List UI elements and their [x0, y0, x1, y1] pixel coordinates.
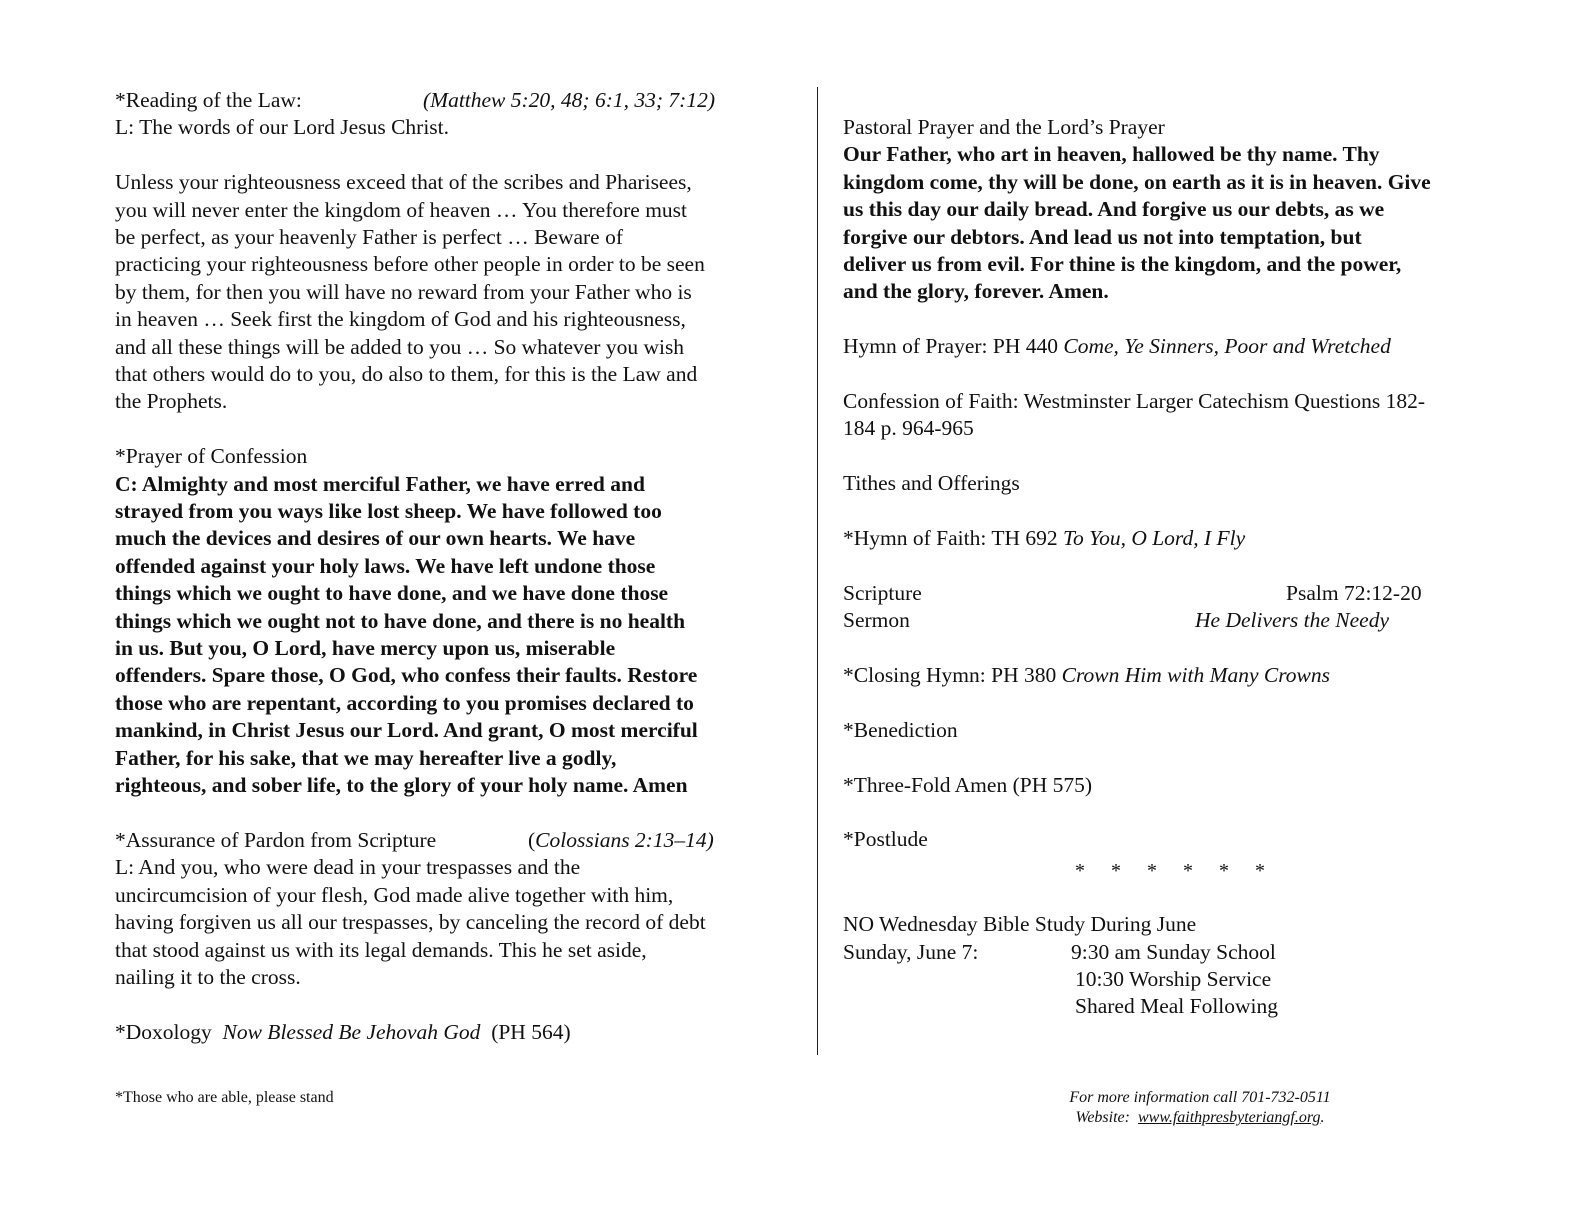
star: * [1219, 859, 1229, 882]
sunday-item: 10:30 Worship Service [1075, 966, 1272, 991]
prayer-line: deliver us from evil. For thine is the kingdom, and the power, [843, 252, 1402, 277]
confession-line: Father, for his sake, that we may hereafter live a godly, [115, 745, 617, 770]
assurance-line: having forgiven us all our trespasses, by canceling the record of debt [115, 910, 706, 935]
sunday-label: Sunday, June 7: [843, 939, 979, 964]
closing-hymn-title: Crown Him with Many Crowns [1061, 663, 1331, 687]
hymn-of-prayer-label: Hymn of Prayer: PH 440 [843, 334, 1058, 359]
sermon-title: He Delivers the Needy [1195, 608, 1390, 633]
scripture-label: Scripture [843, 580, 922, 605]
benediction: *Benediction [843, 717, 958, 742]
confession-line: things which we ought to have done, and we have done those [115, 581, 669, 606]
assurance-heading [115, 827, 780, 854]
website-line [1050, 1108, 1350, 1128]
prayer-title: Pastoral Prayer and the Lord’s Prayer [843, 115, 1165, 139]
right-column [843, 114, 1523, 1021]
assurance-ref-open: ( [528, 827, 536, 852]
assurance-line: uncircumcision of your flesh, God made alive together with him, [115, 882, 674, 907]
hymn-of-faith-title: To You, O Lord, I Fly [1062, 526, 1246, 551]
doxology-title: Now Blessed Be Jehovah God [222, 1019, 481, 1044]
confession-faith-line: 184 p. 964-965 [843, 416, 974, 441]
reading-line: practicing your righteousness before other people in order to be seen [115, 252, 705, 277]
assurance-line: L: And you, who were dead in your trespasses and the [115, 855, 581, 880]
doxology-reference: (PH 564) [491, 1019, 571, 1044]
confession-line: mankind, in Christ Jesus our Lord. And grant, O most merciful [115, 718, 698, 743]
assurance-line: that stood against us with its legal demands. This he set aside, [115, 937, 647, 962]
closing-hymn [843, 662, 1523, 689]
confession-of-faith [843, 388, 1523, 443]
reading-line: and all these things will be added to you … So whatever you wish [115, 334, 685, 359]
sunday-row [843, 939, 1523, 966]
doxology-label: *Doxology [115, 1019, 212, 1044]
star: * [1111, 859, 1121, 882]
prayer-line: kingdom come, thy will be done, on earth as it is in heaven. Give [843, 169, 1431, 194]
sermon-label: Sermon [843, 608, 910, 633]
sunday-item: Shared Meal Following [1075, 994, 1279, 1019]
assurance-text [115, 854, 780, 991]
reading-reference: (Matthew 5:20, 48; 6:1, 33; 7:12) [423, 88, 715, 112]
reading-leader-line: L: The words of our Lord Jesus Christ. [115, 115, 450, 140]
contact-info [1050, 1088, 1350, 1128]
scripture-reference: Psalm 72:12-20 [1286, 580, 1422, 605]
reading-text [115, 169, 780, 416]
confession-line: righteous, and sober life, to the glory of your holy name. Amen [115, 773, 688, 798]
assurance-reference: Colossians 2:13–14) [535, 827, 714, 852]
assurance-title: *Assurance of Pardon from Scripture [115, 827, 437, 852]
website-end: . [1320, 1109, 1325, 1126]
confession-title: *Prayer of Confession [115, 444, 308, 469]
reading-line: that others would do to you, do also to them, for this is the Law and [115, 362, 698, 387]
sunday-item: 9:30 am Sunday School [1071, 939, 1276, 964]
sermon-row [843, 607, 1523, 634]
reading-heading [115, 87, 780, 114]
star: * [1183, 859, 1193, 882]
closing-hymn-label: *Closing Hymn: PH 380 [843, 663, 1057, 687]
postlude: *Postlude [843, 827, 928, 852]
confession-line: strayed from you ways like lost sheep. We have followed too [115, 499, 662, 524]
reading-line: the Prophets. [115, 389, 228, 414]
hymn-of-prayer-title: Come, Ye Sinners, Poor and Wretched [1063, 334, 1391, 359]
hymn-of-faith-label: *Hymn of Faith: TH 692 [843, 526, 1058, 551]
confession-line: C: Almighty and most merciful Father, we have erred and [115, 471, 645, 496]
confession-faith-line: Confession of Faith: Westminster Larger Catechism Questions 182- [843, 389, 1426, 414]
column-divider [817, 87, 818, 1055]
prayer-line: Our Father, who art in heaven, hallowed be thy name. Thy [843, 142, 1380, 167]
phone-info: For more information call 701-732-0511 [1069, 1089, 1331, 1106]
reading-line: Unless your righteousness exceed that of the scribes and Pharisees, [115, 170, 692, 195]
three-fold-amen: *Three-Fold Amen (PH 575) [843, 772, 1093, 797]
website-link[interactable]: www.faithpresbyteriangf.org [1137, 1109, 1321, 1126]
confession-line: those who are repentant, according to you promises declared to [115, 690, 694, 715]
sunday-row-3 [843, 993, 1523, 1020]
reading-line: you will never enter the kingdom of heaven … You therefore must [115, 197, 688, 222]
confession-line: in us. But you, O Lord, have mercy upon us, miserable [115, 636, 616, 661]
reading-line: in heaven … Seek first the kingdom of God and his righteousness, [115, 307, 686, 332]
lords-prayer-text [843, 141, 1523, 305]
star-separator [843, 854, 1523, 881]
sunday-row-2 [843, 966, 1523, 993]
prayer-line: and the glory, forever. Amen. [843, 279, 1109, 304]
star: * [1255, 859, 1265, 882]
scripture-row [843, 580, 1523, 607]
prayer-line: us this day our daily bread. And forgive us our debts, as we [843, 197, 1385, 222]
reading-line: be perfect, as your heavenly Father is perfect … Beware of [115, 225, 624, 249]
confession-line: things which we ought not to have done, and there is no health [115, 608, 686, 633]
hymn-of-prayer [843, 333, 1523, 360]
assurance-line: nailing it to the cross. [115, 964, 301, 989]
confession-line: offenders. Spare those, O God, who confess their faults. Restore [115, 663, 698, 688]
star: * [1147, 859, 1157, 882]
star: * [1075, 859, 1085, 882]
confession-text [115, 471, 780, 800]
tithes-and-offerings: Tithes and Offerings [843, 471, 1020, 496]
left-column [115, 87, 780, 1046]
standing-note: *Those who are able, please stand [115, 1089, 334, 1106]
hymn-of-faith [843, 525, 1523, 552]
confession-line: offended against your holy laws. We have left undone those [115, 553, 656, 578]
announcement-bible-study: NO Wednesday Bible Study During June [843, 912, 1197, 937]
website-label: Website: [1075, 1109, 1130, 1126]
confession-line: much the devices and desires of our own hearts. We have [115, 526, 636, 551]
prayer-line: forgive our debtors. And lead us not into temptation, but [843, 224, 1362, 249]
doxology-line [115, 1019, 780, 1046]
reading-line: by them, for then you will have no reward from your Father who is [115, 279, 692, 304]
reading-title: *Reading of the Law: [115, 88, 302, 112]
